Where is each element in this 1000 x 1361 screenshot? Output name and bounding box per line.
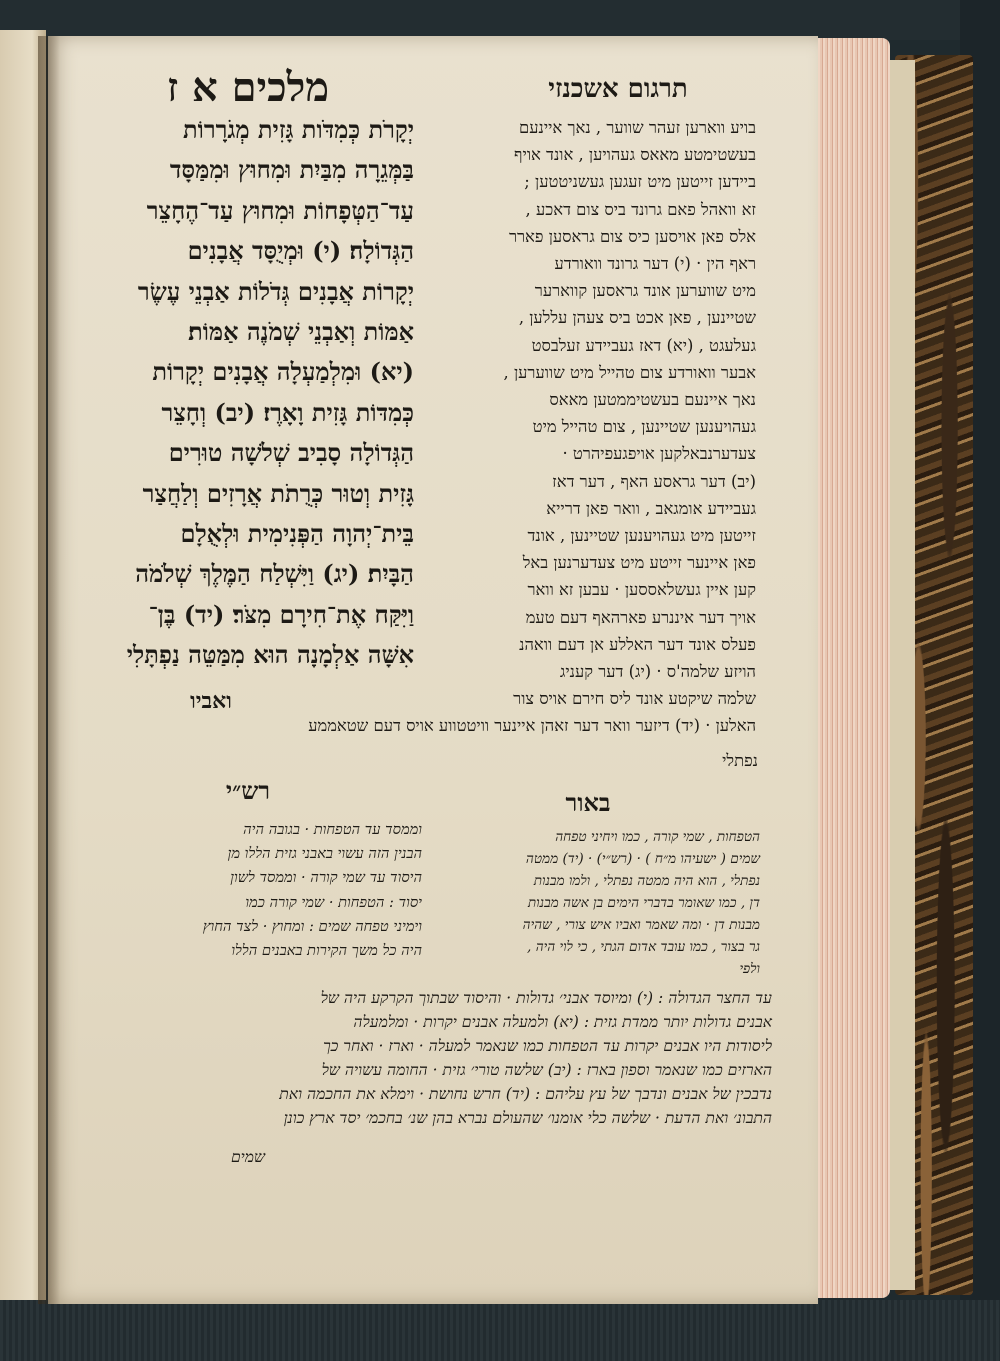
page-header-book: מלכים א ז	[166, 64, 330, 111]
text-line: זא וואהל פאם גרונד ביס צום דאכע ,	[525, 199, 756, 219]
text-line: יסוד : הטפחות · שמי קורה כמו	[245, 893, 422, 911]
page-header-targum: תרגום אשכנזי	[548, 74, 688, 104]
text-line: הבנין הזה עשוי באבני גזית הללו מן	[227, 845, 422, 863]
text-line: געלעגט , (יא) דאז געביידע זעלבסט	[531, 335, 756, 355]
text-line: (יב) דער גראסע האף , דער דאז	[552, 471, 756, 491]
text-line: וימיני טפחה שמים : ומחוץ · לצד החוץ	[202, 917, 422, 935]
text-line: אַמּוֹת וְאַבְנֵי שְׁמֹנֶה אַמּוֹת׃	[188, 317, 414, 347]
biur-text	[430, 826, 760, 980]
text-line: ליסודות היו אבנים יקרות עד הטפחות כמו שנאמר למעלה · וארז · ואחר כך	[323, 1037, 772, 1055]
targum-column	[308, 114, 756, 740]
text-line: כְּמִדּוֹת גָּזִית וָאָרֶז׃ (יב) וְחָצֵר	[161, 397, 414, 427]
text-line: שלמה שיקטע אונד ליס חירם אויס צור	[513, 689, 756, 709]
text-line: פעלס אונד דער האללע אן דעם וואהנ	[519, 634, 756, 654]
text-line: מיט שווערען אונד גראסען קווארער	[534, 281, 756, 301]
targum-tail: נפתלי	[722, 751, 758, 770]
text-line: הטפחות , שמי קורה , כמו ויחיני טפחה	[555, 829, 760, 845]
rashi-text	[92, 818, 422, 963]
text-line: היסוד עד שמי קורה · וממסד לשון	[230, 869, 422, 887]
background-top	[0, 0, 1000, 40]
verse-catchword: ואביו	[190, 688, 232, 714]
text-line: בֵּית־יְהוָה הַפְּנִימִית וּלְאֻלָם	[180, 519, 414, 549]
text-line: עַד־הַטְּפָחוֹת וּמִחוּץ עַד־הֶחָצֵר	[146, 195, 414, 225]
text-line: יְקָרֹת כְּמִדֹּות גָּזִית מְגֹרָרוֹת	[183, 115, 414, 144]
rashi-tail: שמים	[230, 1148, 266, 1166]
text-line: שמים ( ישעיהו מ״ח ) · (רש״י) · (יד) ממטה	[525, 851, 760, 867]
rashi-heading: רש״י	[225, 776, 271, 805]
text-line: יְקָרוֹת אֲבָנִים גְּדֹלוֹת אַבְנֵי עֶשֶׂר	[137, 276, 414, 306]
text-line: זייטען מיט געהויענען שטיינען , אונד	[527, 526, 756, 546]
text-line: הַגְּדוֹלָה׃ (י) וּמְיֻסָּד אֲבָנִים	[187, 236, 414, 266]
text-line: דן , כמו שאומר בדברי הימים בן אשה מבנות	[527, 895, 760, 911]
text-line: בויע ווארען זעהר שווער , נאך איינעם	[519, 118, 756, 137]
text-line: פאן איינער זייטע מיט צעדערנען באל	[522, 553, 756, 573]
text-line: האלען · (יד) דיזער וואר דער זאהן איינער וויטטווע אויס דעם שטאממע	[308, 716, 756, 736]
text-line: געהויענען שטיינען , צום טהייל מיט	[532, 417, 756, 437]
text-line: בַּמְּגֵרָה מִבַּיִת וּמִחוּץ וּמִמַּסָּד	[169, 155, 414, 185]
rashi-full-width-text	[92, 986, 772, 1130]
text-line: בעשטימטע מאאס געהויען , אונד אויף	[514, 145, 756, 165]
text-line: אבנים גדולות יותר ממדת גזית : (יא) ולמעלה אבנים יקרות · ומלמעלה	[353, 1013, 772, 1031]
text-line: גר בצור , כמו עובד אדום הגתי , כי לוי היה ,	[527, 939, 760, 955]
text-line: וַיִּקַּח אֶת־חִירָם מִצֹּר׃ (יד) בֶּן־	[148, 599, 414, 629]
verse-column	[92, 110, 414, 676]
text-line: עד החצר הגדולה : (י) ומיוסד אבני׳ גדולות · והיסוד שבתוך הקרקע היה של	[320, 989, 772, 1007]
text-line: אִשָּׁה אַלְמָנָה הוּא מִמַּטֵּה נַפְתָּלִי	[126, 640, 414, 670]
text-line: אויך דער איננרע פארהאף דעם טעמ	[525, 607, 756, 627]
text-line: הארזים כמו שנאמר וספון בארז : (יב) שלשה טורי׳ גזית · החומה עשויה של	[321, 1061, 772, 1079]
text-line: וממסד עד הטפחות · בגובה היה	[243, 821, 422, 838]
text-line: אלס פאן אויסען כיס צום גראסען פארר	[508, 226, 756, 246]
text-line: צעדערנבאלקען אויפגעפיהרט ·	[562, 444, 756, 464]
text-line: ולפי	[739, 961, 760, 977]
text-line: גָּזִית וְטוּר כְּרֻתֹת אֲרָזִים וְלַחֲצַר	[142, 478, 414, 508]
text-line: שטיינען , פאן אכט ביס צעהן עללען ,	[518, 308, 756, 328]
text-line: נפתלי , הוא היה ממטה נפתלי , ולמו מבנות	[533, 873, 760, 889]
spine-shadow	[38, 36, 60, 1304]
text-line: הויזע שלמה'ס · (יג) דער קעניג	[559, 662, 756, 682]
book-page	[48, 36, 818, 1304]
text-line: ביידען זייטען מיט זעגען געשניטטען ;	[524, 172, 756, 192]
text-line: מבנות דן · ומה שאמר ואביו איש צורי , שהיה	[522, 917, 760, 933]
bottom-cloth	[0, 1300, 1000, 1361]
text-line: ראף הין · (י) דער גרונד וואורדע	[554, 254, 756, 274]
biur-heading: באור	[565, 788, 611, 817]
text-line: נדבכין של אבנים ונדבך של עץ עליהם : (יד) חרש נחושת · וימלא את החכמה ואת	[279, 1085, 772, 1103]
text-line: געביידע אומגאב , וואר פאן דרייא	[546, 498, 756, 518]
page-edges	[810, 38, 890, 1298]
text-line: התבונ׳ ואת הדעת · שלשה כלי אומנו׳ שהעולם נברא בהן שנ׳ בחכמ׳ יסד ארץ כונן	[283, 1109, 772, 1127]
text-line: (יא) וּמִלְמַעְלָה אֲבָנִים יְקָרוֹת	[152, 357, 414, 387]
text-line: אבער וואורדע צום טהייל מיט שווערען ,	[503, 362, 756, 382]
text-line: קען איין געשלאססען · עבען זא וואר	[527, 580, 756, 600]
text-line: הַגְּדוֹלָה סָבִיב שְׁלֹשָׁה טוּרִים	[168, 438, 414, 468]
text-line: נאך איינעם בעשטיממטען מאאס	[549, 390, 756, 410]
text-line: הַבָּיִת׃ (יג) וַיִּשְׁלַח הַמֶּלֶךְ שְׁלֹמֹה	[135, 559, 414, 589]
text-line: היה כל משך הקירות באבנים הללו	[231, 942, 422, 960]
